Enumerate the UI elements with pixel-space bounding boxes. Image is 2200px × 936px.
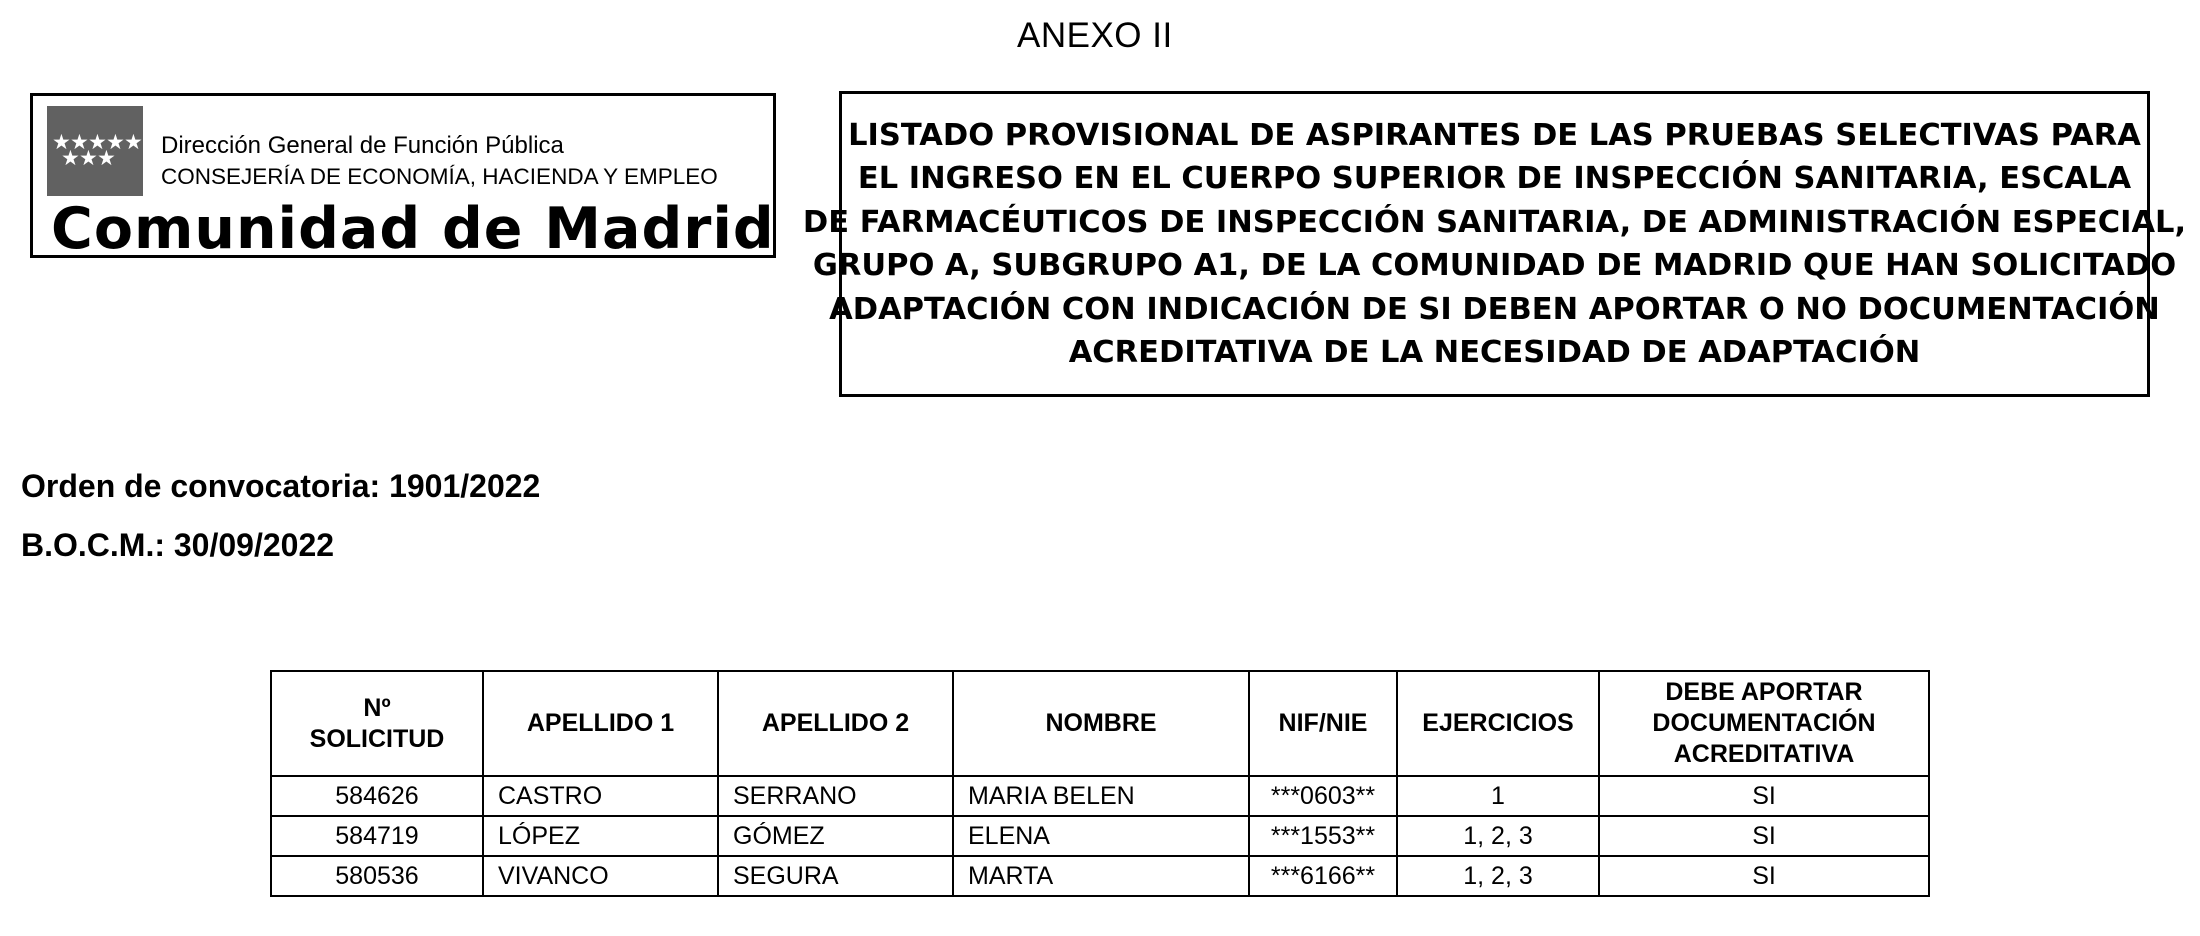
star-icon: ★ <box>97 146 116 170</box>
cell-nif: ***6166** <box>1249 856 1397 896</box>
star-icon: ★ <box>52 130 71 154</box>
column-header-nombre: NOMBRE <box>953 671 1249 776</box>
madrid-flag-stars-icon <box>47 106 143 196</box>
table-header-row <box>271 671 1929 776</box>
bocm-date: B.O.C.M.: 30/09/2022 <box>21 527 335 563</box>
column-header-ejercicios: EJERCICIOS <box>1397 671 1599 776</box>
cell-debe-aportar: SI <box>1599 856 1929 896</box>
cell-nombre: ELENA <box>953 816 1249 856</box>
column-header-nif: NIF/NIE <box>1249 671 1397 776</box>
annex-heading: ANEXO II <box>1017 16 1173 55</box>
document-title-box <box>802 91 2187 397</box>
header-text: ACREDITATIVA <box>1673 740 1855 768</box>
cell-ejercicios: 1, 2, 3 <box>1397 856 1599 896</box>
comunidad-madrid-logo <box>30 93 776 262</box>
column-header-apellido1: APELLIDO 1 <box>483 671 718 776</box>
title-line: ACREDITATIVA DE LA NECESIDAD DE ADAPTACIÓN <box>1068 335 1921 370</box>
star-icon: ★ <box>106 130 125 154</box>
title-line: LISTADO PROVISIONAL DE ASPIRANTES DE LAS PRUEBAS SELECTIVAS PARA <box>848 117 2141 153</box>
table-row <box>271 816 1929 856</box>
cell-nif: ***0603** <box>1249 776 1397 816</box>
logo-consejeria-text: CONSEJERÍA DE ECONOMÍA, HACIENDA Y EMPLEO <box>161 164 718 189</box>
cell-nif: ***1553** <box>1249 816 1397 856</box>
cell-solicitud: 584719 <box>271 816 483 856</box>
cell-nombre: MARIA BELEN <box>953 776 1249 816</box>
cell-debe-aportar: SI <box>1599 816 1929 856</box>
cell-apellido2: SERRANO <box>718 776 953 816</box>
column-header-solicitud <box>271 671 483 776</box>
document-title <box>803 114 2186 375</box>
table-row <box>271 776 1929 816</box>
header-text: SOLICITUD <box>309 724 445 753</box>
orden-convocatoria: Orden de convocatoria: 1901/2022 <box>21 468 541 504</box>
title-line: DE FARMACÉUTICOS DE INSPECCIÓN SANITARIA, DE ADMINISTRACIÓN ESPECIAL, <box>802 204 2187 240</box>
cell-apellido2: SEGURA <box>718 856 953 896</box>
star-icon: ★ <box>88 130 107 154</box>
star-icon: ★ <box>61 146 80 170</box>
table-row <box>271 856 1929 896</box>
header-text: DEBE APORTAR <box>1665 678 1863 706</box>
column-header-debe-aportar <box>1599 671 1929 776</box>
title-line: GRUPO A, SUBGRUPO A1, DE LA COMUNIDAD DE MADRID QUE HAN SOLICITADO <box>812 248 2177 283</box>
star-icon: ★ <box>79 146 98 170</box>
cell-solicitud: 584626 <box>271 776 483 816</box>
cell-apellido1: VIVANCO <box>483 856 718 896</box>
cell-ejercicios: 1, 2, 3 <box>1397 816 1599 856</box>
cell-nombre: MARTA <box>953 856 1249 896</box>
header-text: Nº <box>363 693 391 722</box>
cell-apellido1: LÓPEZ <box>483 816 718 856</box>
column-header-apellido2: APELLIDO 2 <box>718 671 953 776</box>
star-icon: ★ <box>70 130 89 154</box>
cell-debe-aportar: SI <box>1599 776 1929 816</box>
logo-direccion-text: Dirección General de Función Pública <box>161 132 564 159</box>
cell-solicitud: 580536 <box>271 856 483 896</box>
title-line: EL INGRESO EN EL CUERPO SUPERIOR DE INSPECCIÓN SANITARIA, ESCALA <box>857 161 2132 196</box>
title-line: ADAPTACIÓN CON INDICACIÓN DE SI DEBEN APORTAR O NO DOCUMENTACIÓN <box>829 291 2160 327</box>
cell-apellido2: GÓMEZ <box>718 816 953 856</box>
cell-ejercicios: 1 <box>1397 776 1599 816</box>
cell-apellido1: CASTRO <box>483 776 718 816</box>
logo-comunidad-name: Comunidad de Madrid <box>51 196 775 262</box>
header-text: DOCUMENTACIÓN <box>1652 709 1876 737</box>
star-icon: ★ <box>124 130 143 154</box>
applicants-table <box>270 670 1930 897</box>
